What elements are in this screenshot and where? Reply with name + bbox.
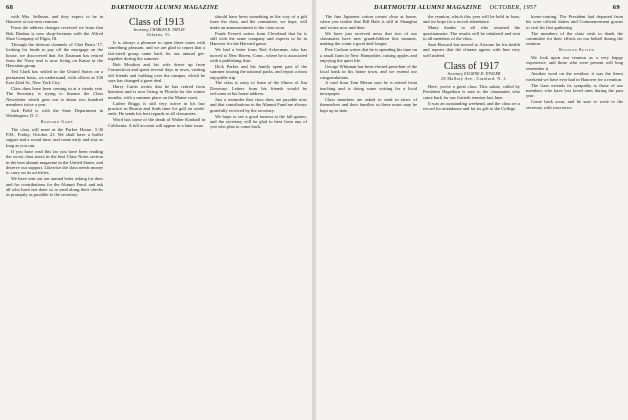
magazine-title: DARTMOUTH ALUMNI MAGAZINE: [111, 4, 219, 11]
paragraph: Many thanks to all who returned the questionnaire. The results will be tabulated and sent to all members of the class.: [423, 25, 520, 42]
text-column: [423, 14, 520, 418]
text-column: [526, 14, 623, 418]
page-number: 68: [6, 4, 14, 11]
paragraph: Frank Everett writes from Cleveland that he is still with the same company and expects to be in Hanover for the Harvard game.: [210, 30, 307, 47]
paragraph: Bob Moulton and his wife drove up from Connecticut and spent several days in town, visiting old friends and walking over the campus, which he says has changed a great deal.: [108, 62, 205, 84]
paragraph: Come back soon, and be sure to write to the secretary with your news.: [526, 99, 623, 110]
paragraph: A card from Tom Moran says he is retired from teaching and is doing some writing for a local newspaper.: [320, 80, 417, 97]
paragraph: Jack Field is with the State Department in Washington, D. C.: [6, 107, 103, 119]
paragraph: We have sent out our annual letter asking for dues and for contributions for the Alumni Fund, and ask all who have not done so to send along their checks as promptly as possible to the secretary.: [6, 176, 103, 198]
paragraph: Ted Clark has settled in the United States on a permanent basis, we understand, with offices at 330 East 42nd St., New York City.: [6, 69, 103, 86]
paragraph: It was an outstanding weekend, and the class set a record for attendance and for its gift to the College.: [423, 100, 520, 112]
paragraph: It is always a pleasure to open these notes with something pleasant, and we are glad to report that a fair-sized group came back for our annual get-together during the summer.: [108, 39, 205, 62]
secretary-line: Secretary, EUGENE D. TOWLER: [447, 72, 501, 77]
paragraph: Another word on the weather: it was the finest weekend we have ever had in Hanover for a reunion.: [526, 71, 623, 82]
magazine-title: DARTMOUTH ALUMNI MAGAZINE: [374, 4, 482, 11]
paragraph: From the address changes received we learn that Bob Dunbar is now shop-foreman with the Alfred Shoe Company of Elgin, Ill.: [6, 25, 103, 42]
secretary-address: 28 Mallory Ave., Cranford, N. J.: [441, 76, 507, 82]
paragraph: Just a reminder that class dues are payable now and that contributions to the Alumni Fund are always gratefully received by the secretary.: [210, 97, 307, 113]
paragraph: Class members are asked to send in news of themselves and their families so these notes may be kept up to date.: [320, 97, 417, 113]
paragraph: Sam Howard has moved to Arizona for his health and reports that the climate agrees with him very well indeed.: [423, 41, 520, 58]
secretary-line: Secretary, CHARLES R. TAPLIN: [133, 28, 185, 32]
class-heading: Class of 1917: [444, 61, 499, 73]
issue-date: OCTOBER, 1957: [489, 4, 537, 11]
paragraph: Pete Carlson writes that he is spending his time on a small farm in New Hampshire, raising apples and enjoying the quiet life.: [320, 47, 417, 64]
paragraph: The fine Japanese cotton comes close at home, when you realize that Bill Hale is still in Shanghai and writes now and then.: [320, 14, 417, 30]
paragraph: home-coming. The President had departed from his wise official duties and Commencement gowns to visit his first gathering.: [526, 14, 623, 30]
text-column: [6, 14, 103, 418]
left-page-header: [6, 3, 306, 13]
paragraph: We look upon our reunion as a very happy experience, and those who were present will long remember it.: [526, 54, 623, 71]
paragraph: We have just received news that two of our classmates have new grandchildren this summer, making the count a good deal longer.: [320, 30, 417, 47]
paragraph: with Mrs. Sellman, and they expect to be in Hanover at our next reunion.: [6, 14, 103, 25]
paragraph: The class is sorry to learn of the illness of Jim Donovan. Letters from his friends would be welcome at his home address.: [210, 80, 307, 97]
paragraph: Word has come of the death of Walter Kimball in California. A full account will appear in a later issue.: [108, 117, 205, 128]
right-page: [316, 0, 628, 420]
page-number: 69: [612, 4, 620, 11]
paragraph: We hope to see a good turnout at the fall games, and the secretary will be glad to hear from any of you who plan to come back.: [210, 113, 307, 130]
paragraph: Harry Curtis writes that he has retired from business and is now living in Florida for the winter months, with a summer place on the Maine coast.: [108, 84, 205, 100]
secretary-address: Orleans, Vt.: [146, 32, 172, 38]
paragraph: If you have read this far you have been reading the worst class notes in the best Class Notes section in the best alumni magazine in the United States, and deserve our support. Likewise the class needs money to carry on its activities.: [6, 148, 103, 176]
paragraph: Class dues have been coming in at a steady rate. The Secretary is trying to finance the Class Newsletter which goes out to about two hundred members twice a year.: [6, 85, 103, 108]
text-column: [210, 14, 307, 418]
paragraph: Dick Parker and his family spent part of the summer touring the national parks, and report a most enjoyable trip.: [210, 63, 307, 80]
text-column: [320, 14, 417, 418]
left-page: [0, 0, 312, 420]
paragraph: Through the devious channels of Chet Berra '17, looking for funds to pay off the mortgage on the house, we discovered that Art Eastman has retired from the Navy and is now living on Kauai in the Hawaiian group.: [6, 41, 103, 69]
class-heading: Class of 1913: [129, 17, 184, 28]
paragraph: Luther Briggs is still very active in his law practice in Boston and finds time for golf on week-ends. He sends his best regards to all classmates.: [108, 100, 205, 117]
paragraph: We had a letter from Ned Ackerman, who has moved to New Haven, Conn., where he is associated with a publishing firm.: [210, 47, 307, 64]
paragraph: The class extends its sympathy to those of our members who have lost loved ones during the past year.: [526, 82, 623, 99]
right-page-header: [320, 3, 620, 13]
section-heading: Harvard Game: [40, 120, 74, 125]
paragraph: should have been something in the way of a gift from the class, and the committee, we hope, will make an announcement to the class soon.: [210, 14, 307, 30]
paragraph: The members of the class wish to thank the committee for their efforts on our behalf during the reunion.: [526, 30, 623, 47]
paragraph: Here, you're a great class. This salute, called by President Hagedorn is sent to the classmates who came back for our fortieth reunion last June.: [423, 84, 520, 100]
paragraph: George Whitman has been elected president of the local bank in his home town, and we extend our congratulations.: [320, 63, 417, 80]
paragraph: The class will meet at the Parker House, 5:30 P.M., Friday, October 21. We shall have a buffet supper and a social time, and come early and stay as long as you can.: [6, 126, 103, 148]
text-column: [108, 14, 205, 418]
paragraph: the reunion, which this year will be held in June, and we hope for a record attendance.: [423, 14, 520, 25]
section-heading: Reunion Review: [559, 48, 595, 53]
